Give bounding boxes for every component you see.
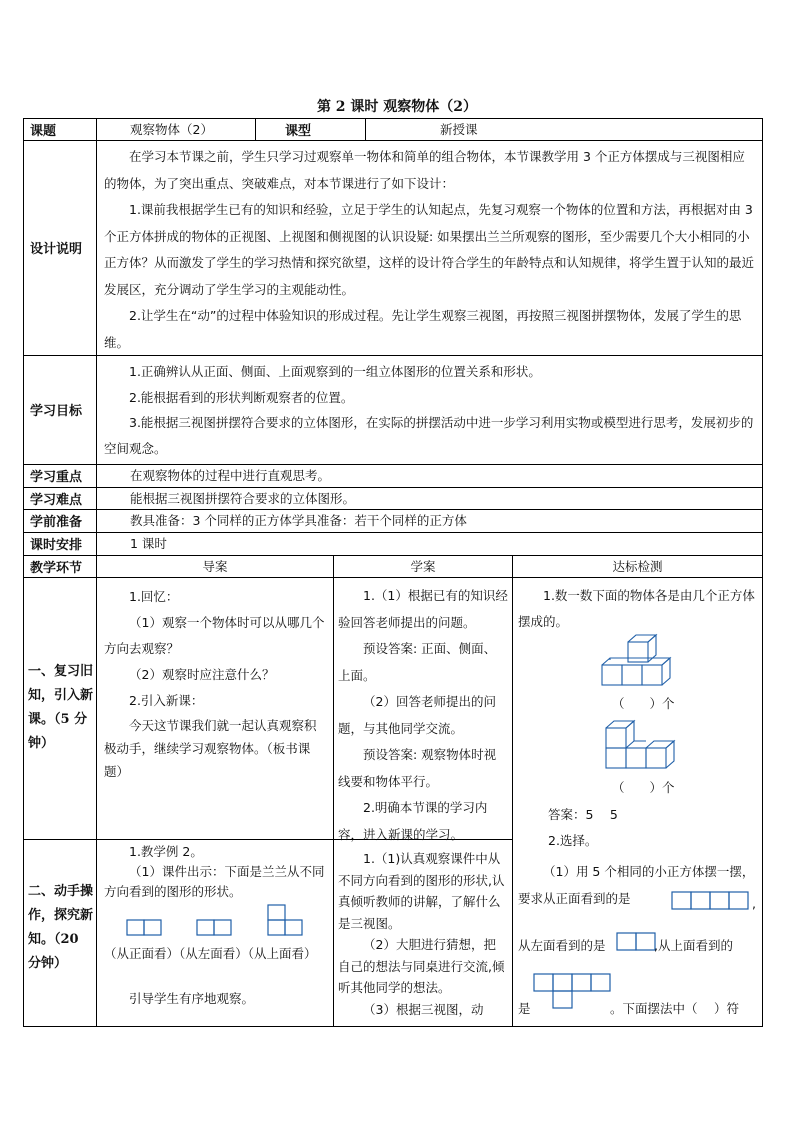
q2-front-view [671,890,751,912]
stage-2-label: 二、动手操作，探究新知。（20 分钟） [28,884,94,971]
cube-figure-1 [598,630,688,690]
s1-guide-a: 1.回忆： [129,589,179,604]
design-paragraph-2: 1.课前我根据学生已有的知识和经验，立足于学生的认知起点，先复习观察一个物体的位置和方法，再根据对由 3 个正方体拼成的物体的正视图、上视图和侧视图的认识设疑: 如果摆出兰兰所观察的图形，至少需要几个大小相同的小正方体？从而激发了学生的学习热情和探究欲望，这样的设计符合学生的年龄特点和认知规律，将学生置于认知的最近发展区，充分调动了学生学习的主观能动性。 [104,202,755,297]
s2-study-c: （3）根据三视图，动 [363,1001,484,1017]
s2-guide-a: 1.教学例 2。 [129,844,203,859]
label-prep: 学前准备 [30,515,83,530]
design-text [104,144,756,356]
check-q2d: 是 [518,1001,531,1016]
s1-guide-e: 今天这节课我们就一起认真观察积极动手，继续学习观察物体。（板书课题） [104,718,317,779]
s2-study-a: 1.（1)认真观察课件中从不同方向看到的图形的形状,认真倾听教师的讲解，了解什么是三视图。 [338,851,505,931]
s1-study-e: 2.明确本节课的学习内容，进入新课的学习。 [338,800,488,842]
check-blank-2[interactable]: （ ）个 [612,780,675,795]
top-view-square-3 [285,920,302,935]
q2-top-view [532,972,612,1016]
stage-2-study [338,848,508,1020]
difficulty-text: 能根据三视图拼摆符合要求的立体图形。 [130,491,356,506]
s1-guide-c: （2）观察时应注意什么？ [129,667,275,682]
design-paragraph-3: 2.让学生在“动”的过程中体验知识的形成过程。先让学生观察三视图，再按照三视图拼摆物体，发展了学生的思维。 [104,308,742,350]
s1-study-a: 1.（1）根据已有的知识经验回答老师提出的问题。 [338,588,508,630]
label-difficulty: 学习难点 [30,492,83,508]
check-q2a-text: （1）用 5 个相同的小正方体摆一摆，要求从正面看到的是 [518,864,755,906]
page-title: 第 2 课时 观察物体（2） [316,99,478,115]
label-topic: 课题 [30,123,57,139]
s2-guide-c [104,988,327,1009]
check-q2: 2.选择。 [548,833,598,848]
check-blank-1[interactable]: （ ）个 [612,696,675,711]
top-view-square-2 [268,920,285,935]
col-guide: 导案 [202,559,228,574]
check-q2e: 。下面摆法中（ ）符 [610,1001,739,1016]
label-key: 学习重点 [30,470,83,485]
s2-study-b: （2）大胆进行猜想，把自己的想法与同桌进行交流,倾听其他同学的想法。 [338,937,505,995]
s2-guide-views: （从正面看）（从左面看）（从上面看） [104,946,317,961]
goal-2: 2.能根据看到的形状判断观察者的位置。 [129,389,354,405]
design-paragraph-1: 在学习本节课之前，学生只学习过观察单一物体和简单的组合物体，本节课教学用 3 个正方体摆成与三视图相应的物体，为了突出重点、突破难点，对本节课进行了如下设计： [104,149,745,191]
s1-study-d: 预设答案: 观察物体时视线要和物体平行。 [338,747,497,789]
goal-1: 1.正确辨认从正面、侧面、上面观察到的一组立体图形的位置关系和形状。 [129,364,541,379]
goals-text [104,359,756,461]
label-design: 设计说明 [30,242,83,257]
s1-guide-d: 2.引入新课： [129,693,204,708]
schedule-text: 1 课时 [130,536,167,551]
stage-1-guide [104,584,327,783]
s2-guide-c-text: 引导学生有序地观察。 [129,991,255,1006]
check-q1-text: 1.数一数下面的物体各是由几个正方体摆成的。 [518,588,755,629]
s1-study-c: （2）回答老师提出的问题，与其他同学交流。 [338,694,496,736]
left-view-square-1 [197,920,214,935]
cube-figure-2 [600,712,680,774]
stage-2-guide [104,842,327,902]
type-value: 新授课 [440,122,478,137]
left-view-square-2 [214,920,231,935]
front-view-square-2 [144,920,161,935]
topic-value: 观察物体（2） [130,122,213,137]
s1-study-b: 预设答案: 正面、侧面、上面。 [338,641,497,683]
check-answer: 答案：5 5 [548,807,618,822]
label-schedule: 课时安排 [30,538,83,553]
goal-3: 3.能根据三视图拼摆符合要求的立体图形，在实际的拼摆活动中进一步学习利用实物或模型进行思考，发展初步的空间观念。 [104,415,754,456]
check-q2c: ,从上面看到的 [654,938,733,953]
label-type: 课型 [285,123,312,139]
label-goals: 学习目标 [30,404,83,419]
col-study: 学案 [410,559,436,574]
comma-1: , [752,896,756,911]
check-q2b: 从左面看到的是 [518,938,606,953]
stage-1-label: 一、复习旧知，引入新课。（5 分钟） [28,664,94,751]
prep-text: 教具准备：3 个同样的正方体学具准备：若干个同样的正方体 [130,513,467,528]
three-view-figures [120,900,320,945]
q2-left-view [615,931,659,953]
key-text: 在观察物体的过程中进行直观思考。 [130,468,331,483]
s2-guide-b: （1）课件出示：下面是兰兰从不同方向看到的图形的形状。 [104,864,325,899]
col-check: 达标检测 [612,559,663,574]
top-view-square-1 [268,905,285,920]
check-q1 [518,583,756,635]
front-view-square-1 [127,920,144,935]
col-stage: 教学环节 [30,560,83,576]
stage-1-study [338,583,508,848]
s1-guide-b: （1）观察一个物体时可以从哪几个方向去观察？ [104,615,325,656]
